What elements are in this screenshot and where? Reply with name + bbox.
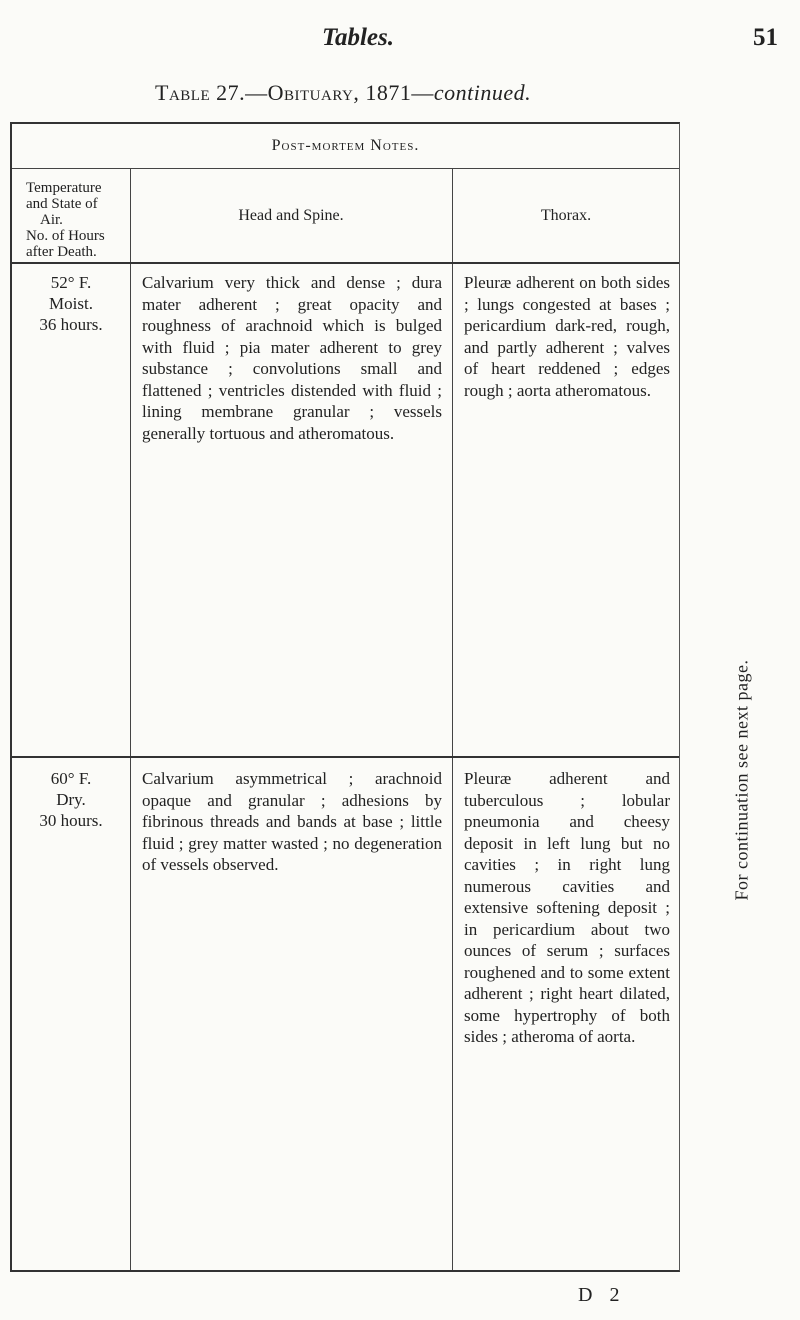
row-2-condition (16, 768, 126, 831)
condition-header-line: Temperature (26, 180, 102, 196)
condition-header-line: and State of (26, 196, 98, 212)
condition-header-line: Air. (40, 212, 63, 228)
table-caption-prefix: Table 27.—Obituary, 1871— (155, 80, 434, 105)
condition-header-line: after Death. (26, 244, 97, 260)
condition-line: 30 hours. (39, 811, 103, 830)
header-rule (12, 262, 679, 264)
condition-line: Moist. (49, 294, 93, 313)
column-divider (452, 168, 453, 1270)
table-caption (155, 80, 531, 106)
row-2-thorax: Pleuræ adherent and tuberculous ; lobular pneumonia and cheesy deposit in left lung but no cavities ; in right lung numerous cavities and extensive softening deposit ; in pericardium about two ounces of serum ; surfaces roughened and to some extent adherent ; right heart dilated, some hypertrophy of both sides ; atheroma of aorta. (464, 769, 670, 1046)
obituary-table (10, 122, 680, 1272)
continuation-note: For continuation see next page. (731, 659, 752, 901)
row-1-head-spine: Calvarium very thick and dense ; dura mater adherent ; great opacity and roughness of arachnoid which is bulged with fluid ; pia mater adherent to grey substance ; convolutions small and flattened ; ventricles distended with fluid ; lining membrane granular ; vessels generally tortuous and atheromatous. (142, 273, 442, 443)
running-head (0, 24, 800, 58)
column-divider (130, 168, 131, 1270)
condition-line: 36 hours. (39, 315, 103, 334)
condition-line: 52° F. (50, 273, 92, 292)
column-header-condition (26, 180, 126, 260)
condition-line: 60° F. (50, 769, 92, 788)
row-1-thorax: Pleuræ adherent on both sides ; lungs congested at bases ; pericardium dark-red, rough, and partly adherent ; valves of heart reddened ; edges rough ; aorta atheromatous. (464, 273, 670, 400)
row-1-condition (16, 272, 126, 335)
section-header: Post-mortem Notes. (12, 124, 679, 169)
table-caption-continued: continued. (433, 80, 532, 105)
column-header-head-spine: Head and Spine. (238, 207, 344, 224)
signature-mark: D 2 (578, 1284, 626, 1306)
page-number: 51 (753, 24, 778, 51)
row-2-head-spine: Calvarium asymmetrical ; arachnoid opaque and granular ; adhesions by fibrinous threads and bands at base ; little fluid ; grey matter wasted ; no degeneration of vessels observed. (142, 769, 442, 874)
condition-header-line: No. of Hours (26, 228, 105, 244)
running-head-title: Tables. (322, 24, 394, 51)
column-header-thorax: Thorax. (540, 207, 592, 224)
row-rule (12, 756, 679, 758)
condition-line: Dry. (56, 790, 86, 809)
